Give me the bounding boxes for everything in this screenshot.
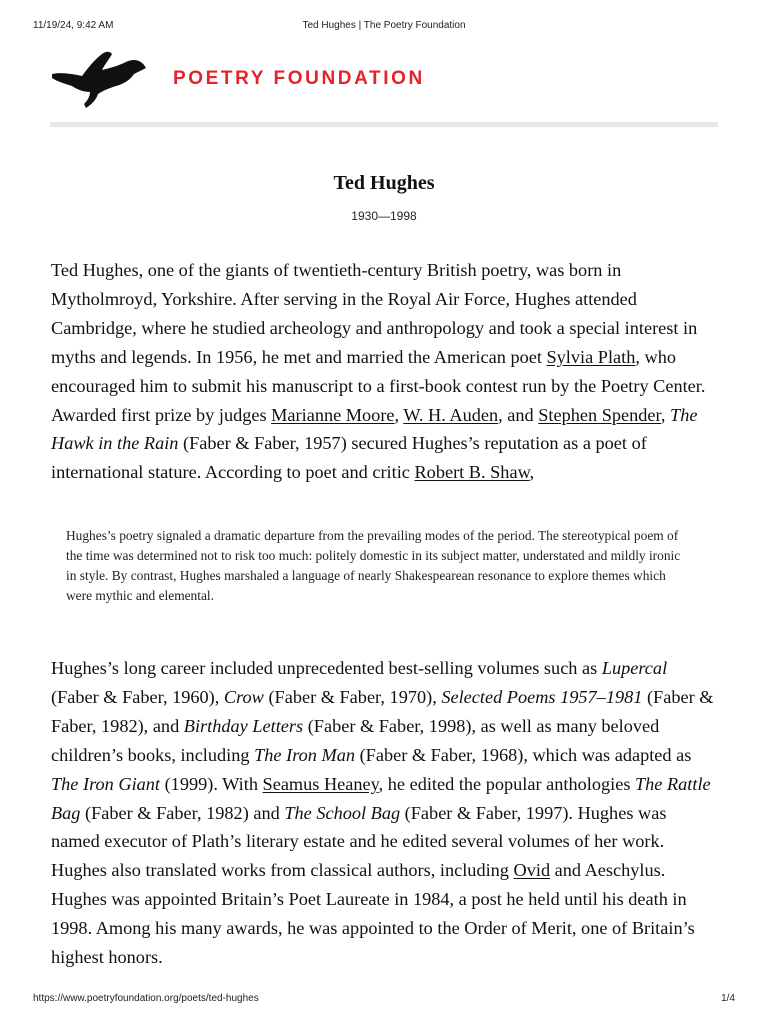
bio-text: , he edited the popular anthologies [378,773,635,794]
link-stephen-spender[interactable]: Stephen Spender [538,404,661,425]
site-logo[interactable] [50,48,450,112]
print-url: https://www.poetryfoundation.org/poets/ted-hughes [33,993,259,1004]
pegasus-bird-icon [50,48,148,110]
bio-text: Hughes’s long career included unprecedented best-selling volumes such as [51,658,602,678]
link-ovid[interactable]: Ovid [513,860,551,881]
bio-text: (Faber & Faber, 1982), and [51,686,714,736]
book-title: The Rattle Bag [51,773,711,823]
book-title: Birthday Letters [183,715,304,736]
bio-text: (1999). With [160,773,263,794]
link-marianne-moore[interactable]: Marianne Moore [271,404,395,425]
bio-text: (Faber & Faber, 1982) and [80,802,285,823]
link-sylvia-plath[interactable]: Sylvia Plath [546,346,636,367]
book-title: Selected Poems 1957–1981 [441,686,643,707]
print-timestamp: 11/19/24, 9:42 AM [33,20,114,31]
link-seamus-heaney[interactable]: Seamus Heaney [262,773,379,794]
bio-text: Ted Hughes, one of the giants of twentieth-century British poetry, was born in Mytholmroyd, Yorkshire. After serving in the Royal Air Force, Hughes attended Cambridge, where he studied archeology and anthropology and took a special interest in myths and legends. In 1956, he met and married the American poet [51,260,698,367]
link-robert-b-shaw[interactable]: Robert B. Shaw [414,462,530,483]
page-title: Ted Hughes [333,172,435,194]
film-title: The Iron Giant [51,773,161,794]
bio-text: , [394,404,404,425]
bio-text: (Faber & Faber, 1968), which was adapted as [355,744,692,765]
bio-text: (Faber & Faber, 1997). Hughes was named executor of Plath’s literary estate and he edited several volumes of her work. Hughes also translated works from classical authors, including [51,802,667,881]
bio-text: (Faber & Faber, 1970), [263,686,442,707]
header-divider [50,122,718,127]
book-title: Crow [223,686,264,707]
bio-text: (Faber & Faber, 1998), as well as many beloved children’s books, including [51,715,660,765]
bio-text: , [660,404,671,425]
book-title: The School Bag [284,802,401,823]
bio-text: , who encouraged him to submit his manuscript to a first-book contest run by the Poetry Center. Awarded first prize by judges [51,346,706,425]
bio-text: , [529,462,535,483]
brand-name: POETRY FOUNDATION [173,68,425,89]
book-title: The Iron Man [254,744,355,765]
biography-paragraph [51,256,719,487]
print-page-number: 1/4 [721,993,735,1004]
link-wh-auden[interactable]: W. H. Auden [403,404,499,425]
bio-text: , and [498,404,539,425]
book-title: Lupercal [601,658,668,678]
critic-quote: Hughes’s poetry signaled a dramatic departure from the prevailing modes of the period. The stereotypical poem of the time was determined not to risk too much: politely domestic in its subject matter, understated and mildly ironic in style. By contrast, Hughes marshaled a language of nearly Shakespearean resonance to explore themes which were mythic and elemental. [66,528,681,604]
bio-text: (Faber & Faber, 1957) secured Hughes’s reputation as a poet of international stature. According to poet and critic [51,433,647,483]
bio-text: (Faber & Faber, 1960), [51,686,224,707]
biography-paragraph [51,654,719,972]
print-header [33,20,735,34]
bio-text: and Aeschylus. Hughes was appointed Britain’s Poet Laureate in 1984, a post he held until his death in 1998. Among his many awards, he was appointed to the Order of Merit, one of Britain’s highest honors. [51,860,695,968]
poet-dates: 1930—1998 [351,209,417,223]
book-title: The Hawk in the Rain [51,404,698,454]
print-document-title: Ted Hughes | The Poetry Foundation [302,20,466,31]
print-footer [33,993,735,1007]
